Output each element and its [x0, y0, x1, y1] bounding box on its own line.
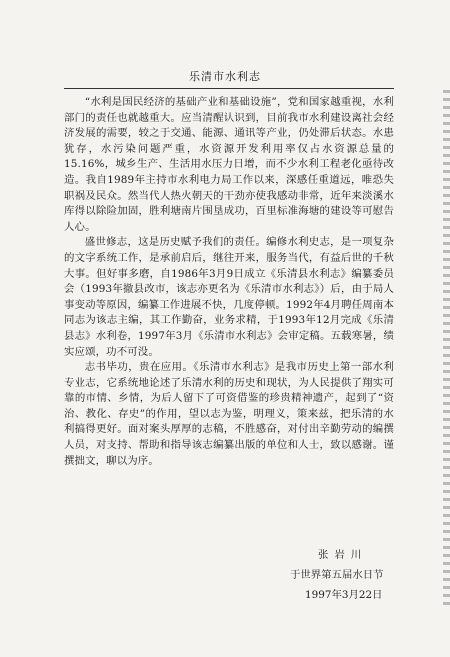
paragraph: “水利是国民经济的基础产业和基础设施”，党和国家越重视，水利部门的责任也就越重大。应当清醒认识到，目前我市水利建设离社会经济发展的需要，较之于交通、能源、通讯等产业，仍处滞后状态。水患犹存，水污染问题严重，水资源开发利用率仅占水资源总量的15.16%，城乡生产、生活用水压力日增，而不少水利工程老化亟待改造。我自1989年主持市水利电力局工作以来，深感任重道远，唯恐失职祸及民众。然当代人热火朝天的干劲亦使我感动非常，近年来淡溪水库得以除险加固，胜利塘南片围垦成功，百里标准海塘的建设等可慰告人心。 [64, 96, 394, 233]
signature-date: 1997年3月22日 [305, 589, 383, 601]
signature-occasion: 于世界第五届水日节 [290, 569, 384, 581]
author-name: 张岩川 [318, 549, 368, 561]
paragraph: 盛世修志，这是历史赋予我们的责任。编修水利史志，是一项复杂的文字系统工作，是承前启后，继往开来，服务当代，有益后世的千秋大事。但好事多磨，自1986年3月9日成立《乐清县水利志》编纂委员会（1993年撤县改市，该志亦更名为《乐清市水利志》）后，由于局人事变动等原因，编纂工作进展不快，几度停顿。1992年4月聘任周南本同志为该志主编，其工作勤奋，业务求精，于1993年12月完成《乐清县志》水利卷，1997年3月《乐清市水利志》会审定稿。五载寒暑，绩实应颂，功不可没。 [64, 236, 394, 358]
preface-body [64, 95, 394, 469]
signature-block [290, 545, 384, 605]
page-edge-shadow [443, 90, 450, 610]
header-rule [64, 88, 394, 89]
running-header: 乐清市水利志 [189, 70, 261, 83]
paragraph: 志书毕功，贵在应用。《乐清市水利志》是我市历史上第一部水利专业志，它系统地论述了乐清水利的历史和现状，为人民提供了翔实可靠的市情、乡情，为后人留下了可资借鉴的珍贵精神遗产，起到了“资治、教化、存史”的作用，望以志为鉴，明理义，策来兹，把乐清的水利搞得更好。面对案头厚厚的志稿，不胜感奋，对付出辛勤劳动的编撰人员，对支持、帮助和指导该志编纂出版的单位和人士，致以感谢。谨撰拙文，聊以为序。 [64, 361, 394, 467]
